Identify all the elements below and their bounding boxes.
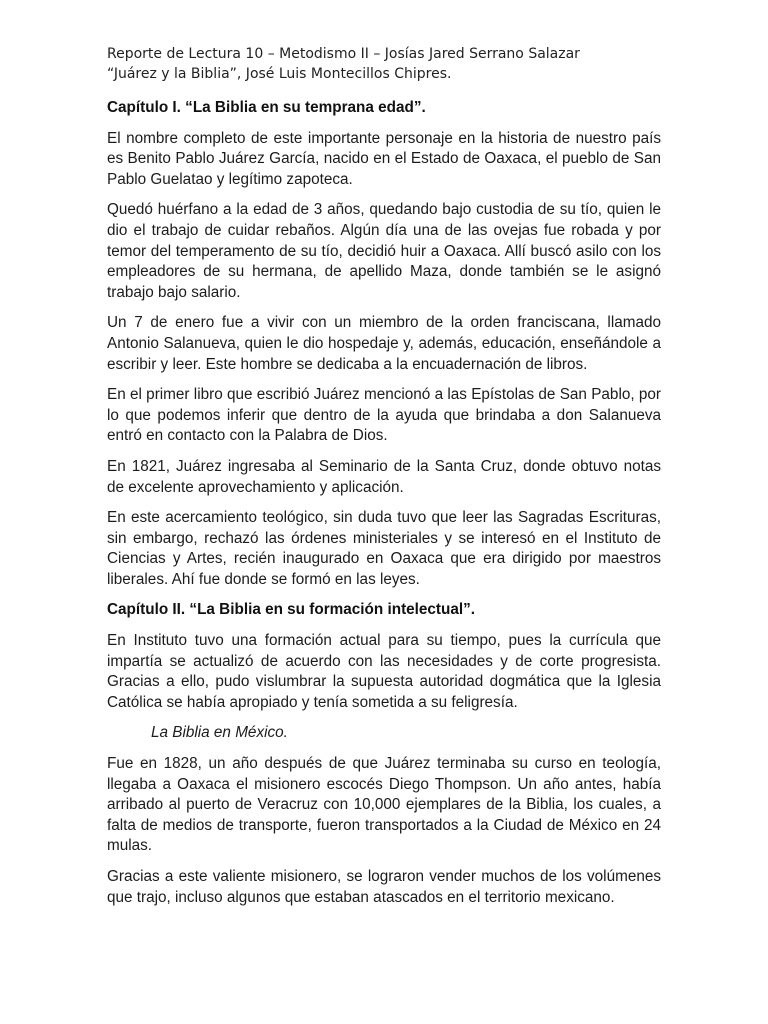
chapter-1-paragraph: En este acercamiento teológico, sin duda tuvo que leer las Sagradas Escrituras, sin embargo, rechazó las órdenes ministeriales y se interesó en el Instituto de Ciencias y Artes, recién inaugurado en Oaxaca que era dirigido por maestros liberales. Ahí fue donde se formó en las leyes. [107,509,661,588]
subsection-title: La Biblia en México. [151,724,288,742]
document-page [107,44,661,918]
chapter-1-paragraph: Un 7 de enero fue a vivir con un miembro de la orden franciscana, llamado Antonio Salanueva, quien le dio hospedaje y, además, educación, enseñándole a escribir y leer. Este hombre se dedicaba a la encuadernación de libros. [107,314,661,373]
header-line-1: Reporte de Lectura 10 – Metodismo II – Josías Jared Serrano Salazar [107,46,580,62]
chapter-2-paragraph: En Instituto tuvo una formación actual para su tiempo, pues la currícula que impartía se actualizó de acuerdo con las necesidades y de corte progresista. Gracias a ello, pudo vislumbrar la supuesta autoridad dogmática que la Iglesia Católica se había apropiado y tenía sometida a su feligresía. [107,632,661,711]
chapter-2-title: Capítulo II. “La Biblia en su formación intelectual”. [107,601,476,619]
header-line-2: “Juárez y la Biblia”, José Luis Montecillos Chipres. [107,66,452,82]
report-header [107,44,661,84]
subsection-paragraph: Fue en 1828, un año después de que Juárez terminaba su curso en teología, llegaba a Oaxaca el misionero escocés Diego Thompson. Un año antes, había arribado al puerto de Veracruz con 10,000 ejemplares de la Biblia, los cuales, a falta de medios de transporte, fueron transportados a la Ciudad de México en 24 mulas. [107,755,661,855]
chapter-1-paragraph: En 1821, Juárez ingresaba al Seminario de la Santa Cruz, donde obtuvo notas de excelente aprovechamiento y aplicación. [107,457,661,496]
chapter-1-paragraph: En el primer libro que escribió Juárez mencionó a las Epístolas de San Pablo, por lo que podemos inferir que dentro de la ayuda que brindaba a don Salanueva entró en contacto con la Palabra de Dios. [107,386,661,445]
chapter-1-title: Capítulo I. “La Biblia en su temprana edad”. [107,99,426,116]
chapter-1-paragraph: Quedó huérfano a la edad de 3 años, quedando bajo custodia de su tío, quien le dio el trabajo de cuidar rebaños. Algún día una de las ovejas fue robada y por temor del temperamento de su tío, decidió huir a Oaxaca. Allí buscó asilo con los empleadores de su hermana, de apellido Maza, donde también se le asignó trabajo bajo salario. [107,201,661,301]
subsection-paragraph: Gracias a este valiente misionero, se lograron vender muchos de los volúmenes que trajo, incluso algunos que estaban atascados en el territorio mexicano. [107,868,661,906]
chapter-1-paragraph: El nombre completo de este importante personaje en la historia de nuestro país es Benito Pablo Juárez García, nacido en el Estado de Oaxaca, el pueblo de San Pablo Guelatao y legítimo zapoteca. [107,129,661,188]
